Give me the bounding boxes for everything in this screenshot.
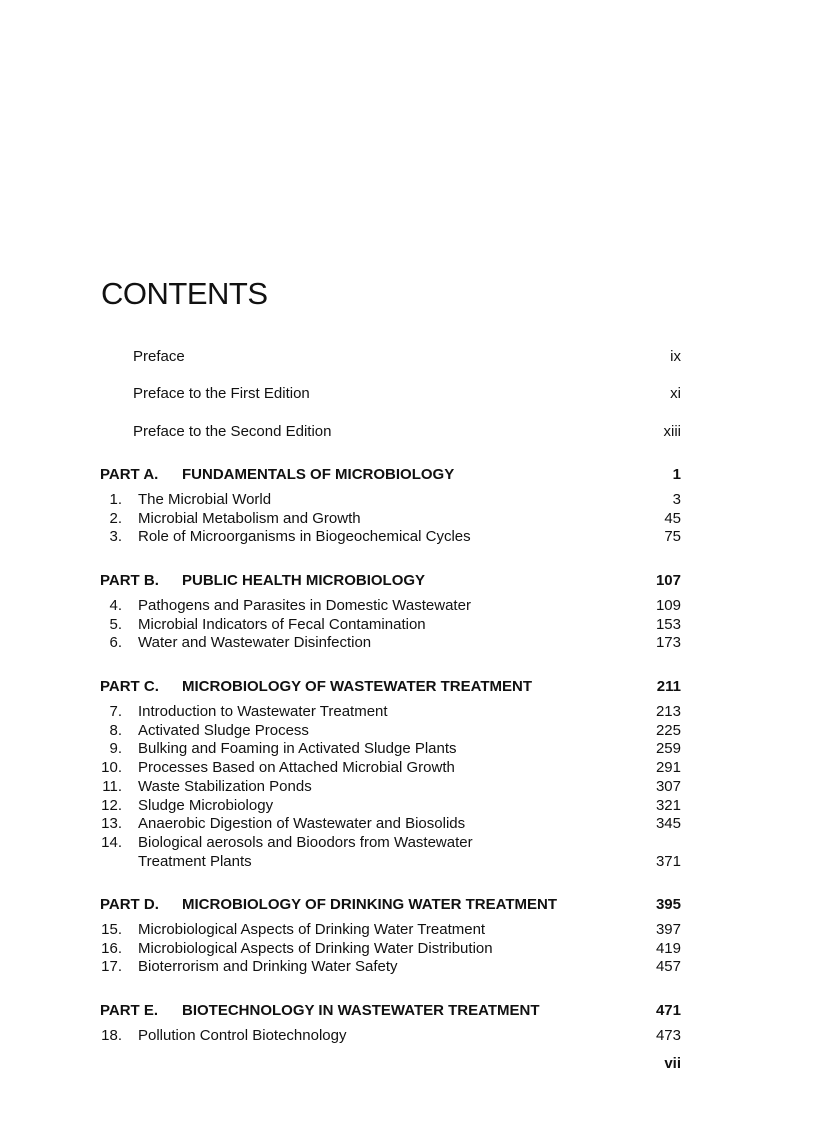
chapter-title: Activated Sludge Process [138, 721, 309, 739]
page-number: 45 [664, 509, 681, 527]
chapter-number: 14. [101, 833, 122, 851]
chapter-entry [100, 527, 681, 546]
part-title: BIOTECHNOLOGY IN WASTEWATER TREATMENT [182, 1002, 540, 1019]
chapter-entry [100, 490, 681, 509]
chapter-entry [100, 633, 681, 652]
page-number: 225 [655, 721, 681, 739]
page-number: 291 [655, 759, 681, 777]
chapter-entry [100, 939, 681, 958]
part-title: MICROBIOLOGY OF DRINKING WATER TREATMENT [182, 896, 557, 913]
chapter-entry [100, 721, 681, 740]
page-number: 75 [664, 528, 681, 546]
chapter-number: 4. [109, 597, 122, 614]
chapter-entry [100, 758, 681, 777]
part-title: MICROBIOLOGY OF WASTEWATER TREATMENT [182, 678, 532, 695]
page-number: 321 [655, 796, 681, 814]
part-heading [100, 465, 681, 484]
page-number: xi [670, 385, 681, 402]
page-number: 473 [655, 1027, 681, 1044]
part-heading [100, 1001, 681, 1020]
chapter-entry [100, 509, 681, 528]
chapter-entry [100, 615, 681, 634]
chapter-title: Sludge Microbiology [138, 796, 274, 814]
page-number: 1 [672, 466, 681, 483]
chapter-number: 1. [109, 491, 122, 508]
part-title: PUBLIC HEALTH MICROBIOLOGY [182, 572, 426, 589]
preface-title: Preface to the First Edition [133, 385, 310, 402]
page-number: 109 [655, 597, 681, 614]
page-number: 259 [655, 740, 681, 758]
chapter-title: Microbial Indicators of Fecal Contamination [138, 615, 426, 633]
page-number: 471 [655, 1002, 681, 1019]
chapter-number: 17. [101, 958, 122, 976]
chapter-entry-continued [100, 852, 681, 871]
page-number: 213 [655, 703, 681, 720]
chapter-title: Introduction to Wastewater Treatment [138, 703, 388, 720]
page-number: 345 [655, 815, 681, 833]
page-number: 395 [655, 896, 681, 913]
chapter-title: Microbiological Aspects of Drinking Water Distribution [138, 939, 493, 957]
chapter-title: Microbial Metabolism and Growth [138, 509, 361, 527]
chapter-title: Anaerobic Digestion of Wastewater and Biosolids [138, 815, 466, 833]
preface-entry [100, 347, 681, 366]
chapter-entry [100, 957, 681, 976]
chapter-number: 2. [109, 509, 122, 527]
chapter-title: Processes Based on Attached Microbial Growth [138, 759, 455, 777]
page-number: 371 [655, 852, 681, 870]
page-number: 3 [672, 491, 681, 508]
page-number: 211 [656, 678, 681, 695]
chapter-entry [100, 814, 681, 833]
chapter-entry [100, 1026, 681, 1045]
preface-entry [100, 422, 681, 441]
page-number: xiii [663, 423, 681, 440]
page-number: 397 [655, 921, 681, 938]
chapter-number: 8. [109, 721, 122, 739]
chapter-title: The Microbial World [138, 491, 272, 508]
chapter-entry [100, 796, 681, 815]
chapter-title: Role of Microorganisms in Biogeochemical Cycles [138, 528, 471, 546]
part-label: PART D. [100, 896, 159, 913]
chapter-number: 6. [109, 634, 122, 652]
chapter-title: Biological aerosols and Bioodors from Wastewater [138, 833, 473, 851]
chapter-title: Bioterrorism and Drinking Water Safety [138, 958, 398, 976]
chapter-entry [100, 702, 681, 721]
part-label: PART E. [100, 1002, 159, 1019]
part-heading [100, 895, 681, 914]
page-number: 457 [655, 958, 681, 976]
page-number: 107 [655, 572, 681, 589]
chapter-title-continued: Treatment Plants [138, 852, 252, 870]
chapter-number: 7. [109, 703, 122, 720]
preface-title: Preface to the Second Edition [133, 423, 332, 440]
part-label: PART C. [100, 678, 159, 695]
chapter-entry [100, 833, 681, 852]
chapter-title: Water and Wastewater Disinfection [138, 634, 372, 652]
chapter-number: 11. [102, 777, 122, 795]
chapter-title: Pathogens and Parasites in Domestic Wastewater [138, 597, 471, 614]
chapter-number: 3. [109, 528, 122, 546]
chapter-entry [100, 920, 681, 939]
page-number: 307 [655, 777, 681, 795]
chapter-number: 10. [101, 759, 122, 777]
page-title: CONTENTS [101, 276, 268, 311]
chapter-entry [100, 777, 681, 796]
page-number: 419 [655, 939, 681, 957]
chapter-entry [100, 739, 681, 758]
chapter-number: 15. [101, 921, 122, 938]
chapter-title: Microbiological Aspects of Drinking Water Treatment [138, 921, 486, 938]
part-label: PART B. [100, 572, 159, 589]
chapter-number: 5. [109, 615, 122, 633]
part-title: FUNDAMENTALS OF MICROBIOLOGY [182, 466, 455, 483]
chapter-entry [100, 596, 681, 615]
page-number: 153 [655, 615, 681, 633]
chapter-number: 18. [101, 1027, 122, 1044]
chapter-number: 16. [101, 939, 122, 957]
part-label: PART A. [100, 466, 159, 483]
page-number: vii [664, 1055, 681, 1072]
part-heading [100, 571, 681, 590]
page-number: 173 [655, 634, 681, 652]
chapter-number: 12. [101, 796, 122, 814]
preface-title: Preface [133, 348, 185, 365]
chapter-number: 13. [101, 815, 122, 833]
chapter-title: Pollution Control Biotechnology [138, 1027, 347, 1044]
chapter-title: Waste Stabilization Ponds [138, 777, 312, 795]
chapter-number: 9. [109, 740, 122, 758]
part-heading [100, 677, 681, 696]
chapter-title: Bulking and Foaming in Activated Sludge Plants [138, 740, 457, 758]
preface-entry [100, 384, 681, 403]
page-number: ix [670, 348, 681, 365]
